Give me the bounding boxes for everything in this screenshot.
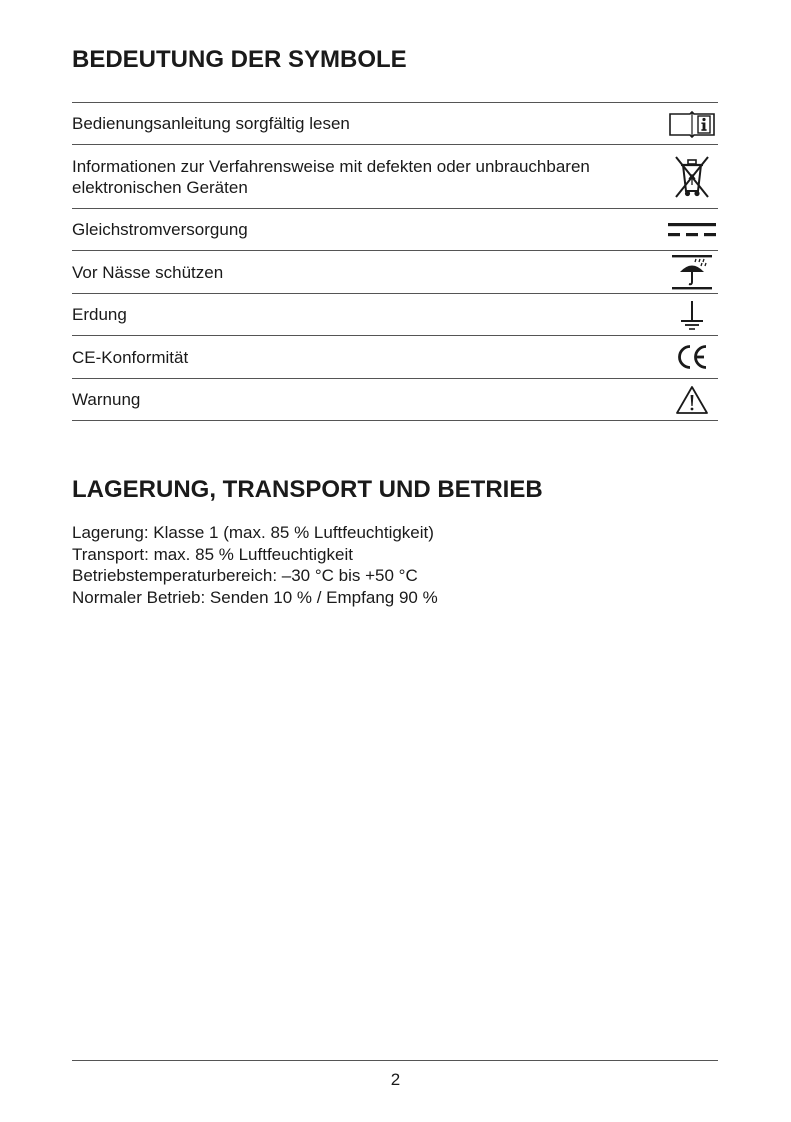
warning-triangle-icon <box>666 382 718 418</box>
symbol-label: Vor Nässe schützen <box>72 262 224 282</box>
spec-line-temperature: Betriebstemperaturbereich: –30 °C bis +50 °C <box>72 566 418 585</box>
symbol-row-dc <box>72 209 718 251</box>
symbol-row-warning <box>72 379 718 421</box>
footer-divider <box>72 1060 718 1061</box>
read-manual-icon <box>666 106 718 142</box>
symbol-row-weee <box>72 145 718 209</box>
symbol-label: CE-Konformität <box>72 347 189 367</box>
direct-current-icon <box>666 212 718 248</box>
storage-specs <box>72 522 438 608</box>
symbols-table <box>72 102 718 421</box>
symbol-label: Bedienungsanleitung sorgfältig lesen <box>72 114 350 133</box>
symbol-row-ground <box>72 294 718 336</box>
section-title-storage: LAGERUNG, TRANSPORT UND BETRIEB <box>72 476 543 503</box>
symbol-label: Gleichstromversorgung <box>72 220 248 239</box>
symbol-label: Informationen zur Verfahrensweise mit defekten oder unbrauchbaren elektronischen Geräten <box>72 156 590 197</box>
ground-icon <box>666 297 718 333</box>
page-number: 2 <box>390 1070 401 1089</box>
symbol-row-manual <box>72 103 718 145</box>
section-title-symbols: BEDEUTUNG DER SYMBOLE <box>72 46 407 73</box>
weee-crossed-bin-icon <box>666 153 718 201</box>
ce-mark-icon <box>666 339 718 375</box>
spec-line-transport: Transport: max. 85 % Luftfeuchtigkeit <box>72 544 353 564</box>
spec-line-operation: Normaler Betrieb: Senden 10 % / Empfang 90 % <box>72 587 438 607</box>
keep-dry-umbrella-icon <box>666 252 718 292</box>
symbol-row-ce <box>72 336 718 379</box>
spec-line-storage: Lagerung: Klasse 1 (max. 85 % Luftfeuchtigkeit) <box>72 523 434 542</box>
symbol-label: Warnung <box>72 390 141 409</box>
symbol-row-keep-dry <box>72 251 718 294</box>
symbol-label: Erdung <box>72 305 127 324</box>
